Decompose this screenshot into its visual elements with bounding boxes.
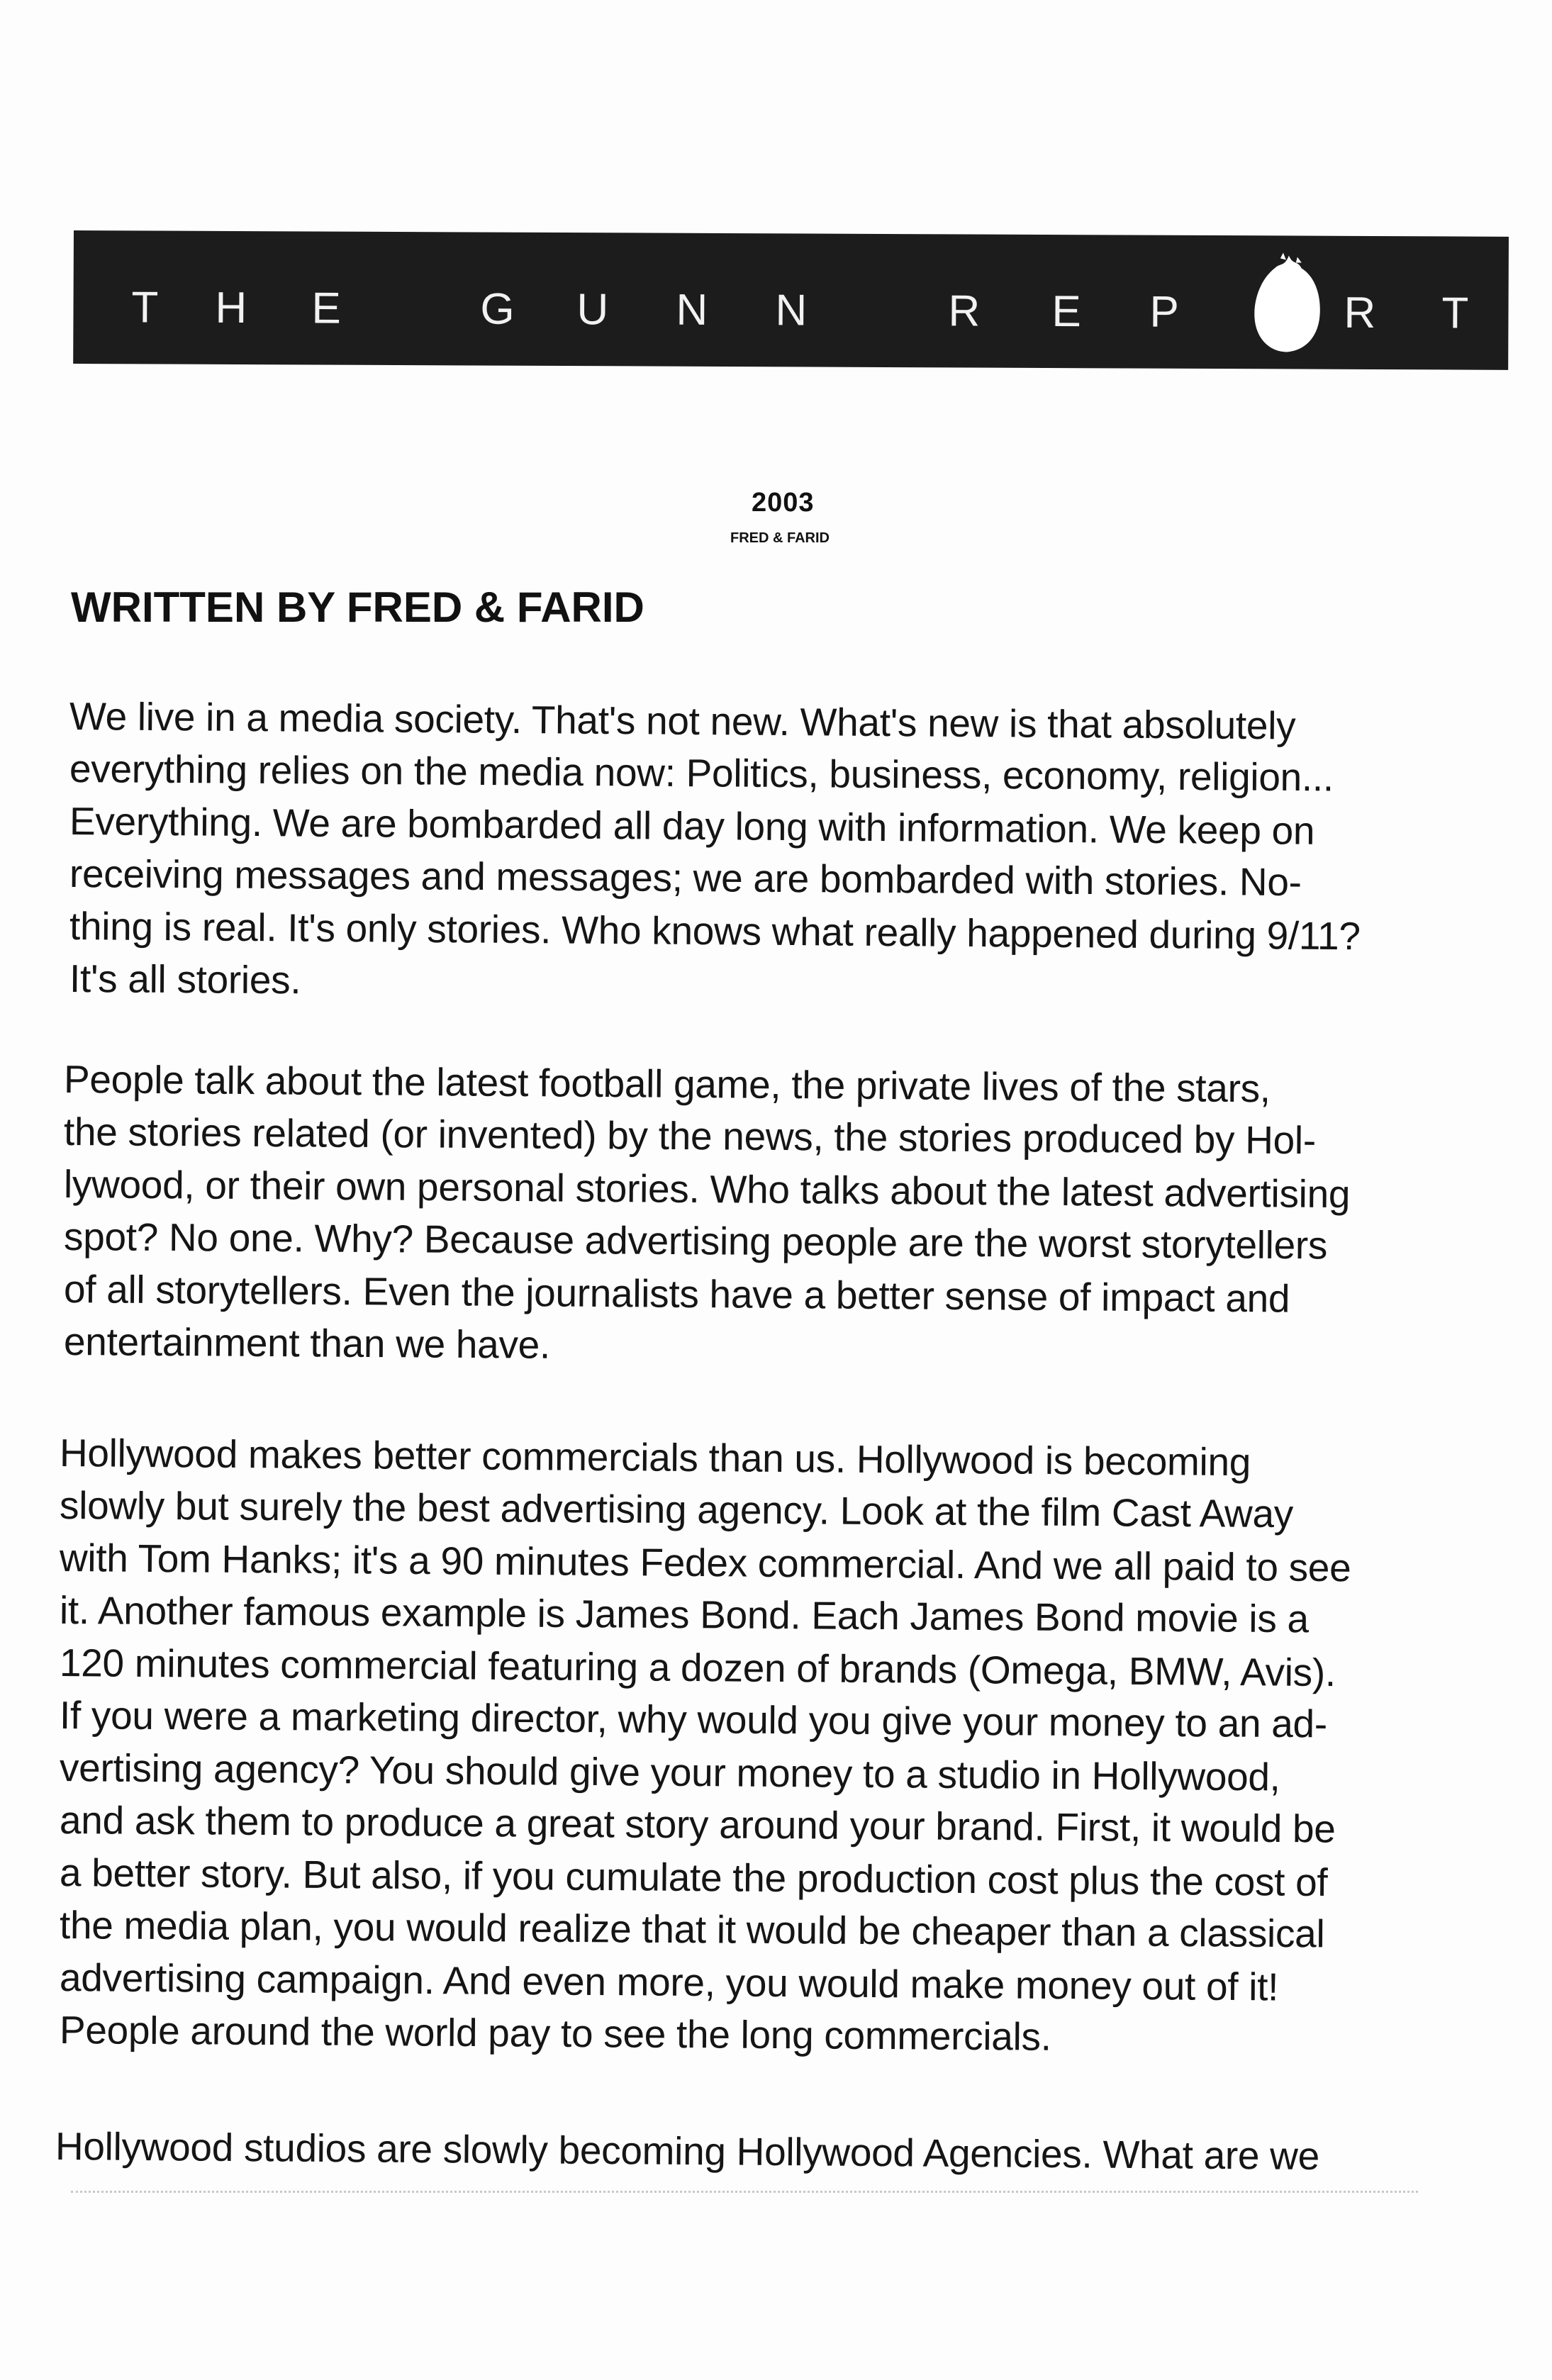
- text-line: Hollywood studios are slowly becoming Hollywood Agencies. What are we: [55, 2124, 1320, 2179]
- banner-letter: G: [480, 284, 515, 334]
- text-line: People around the world pay to see the long commercials.: [59, 2008, 1051, 2059]
- paragraph: [64, 1053, 1510, 1368]
- author-credit-small: FRED & FARID: [730, 530, 830, 546]
- text-line: entertainment than we have.: [63, 1319, 551, 1367]
- text-line: We live in a media society. That's not new. What's new is that absolutely: [69, 694, 1296, 748]
- text-line: of all storytellers. Even the journalists have a better sense of impact and: [63, 1267, 1290, 1321]
- text-line: It's all stories.: [69, 956, 301, 1002]
- banner-letter: N: [676, 285, 708, 335]
- article-heading: WRITTEN BY FRED & FARID: [71, 583, 644, 631]
- banner-letter: H: [215, 283, 247, 333]
- text-line: 120 minutes commercial featuring a dozen of brands (Omega, BMW, Avis).: [59, 1641, 1336, 1695]
- text-line: thing is real. It's only stories. Who knows what really happened during 9/11?: [69, 904, 1361, 959]
- text-line: advertising campaign. And even more, you would make money out of it!: [59, 1955, 1279, 2009]
- text-line: Hollywood makes better commercials than us. Hollywood is becoming: [59, 1431, 1251, 1485]
- cut-off-text-remnant: [71, 2191, 1418, 2196]
- paragraph: [59, 1426, 1506, 2059]
- text-line: slowly but surely the best advertising agency. Look at the film Cast Away: [59, 1483, 1294, 1536]
- text-line: everything relies on the media now: Politics, business, economy, religion...: [69, 747, 1334, 800]
- text-line: with Tom Hanks; it's a 90 minutes Fedex commercial. And we all paid to see: [59, 1536, 1351, 1590]
- text-line: receiving messages and messages; we are bombarded with stories. No-: [69, 851, 1302, 905]
- banner-letter: E: [1051, 287, 1082, 337]
- text-line: spot? No one. Why? Because advertising people are the worst storytellers: [63, 1214, 1328, 1268]
- text-line: the media plan, you would realize that it would be cheaper than a classical: [59, 1903, 1325, 1956]
- banner-letter: E: [311, 284, 342, 333]
- paragraph: [69, 690, 1516, 1005]
- banner-letter: T: [1441, 289, 1469, 338]
- text-line: it. Another famous example is James Bond. Each James Bond movie is a: [59, 1588, 1310, 1641]
- banner-letter: R: [948, 286, 981, 336]
- banner-letter: U: [576, 285, 609, 335]
- banner-letter: N: [775, 286, 808, 335]
- splash-logo-icon: [1251, 252, 1323, 353]
- text-line: the stories related (or invented) by the news, the stories produced by Hol-: [63, 1110, 1317, 1163]
- text-line: Everything. We are bombarded all day long with information. We keep on: [69, 799, 1315, 853]
- banner-letter: P: [1149, 287, 1180, 337]
- text-line: vertising agency? You should give your money to a studio in Hollywood,: [59, 1745, 1280, 1799]
- banner-letter: T: [131, 283, 159, 333]
- text-line: If you were a marketing director, why would you give your money to an ad-: [59, 1693, 1328, 1746]
- paragraph: [55, 2120, 1502, 2179]
- report-title-banner: [73, 230, 1509, 370]
- banner-letter: R: [1344, 288, 1376, 338]
- text-line: and ask them to produce a great story around your brand. First, it would be: [59, 1798, 1336, 1851]
- text-line: People talk about the latest football game, the private lives of the stars,: [63, 1057, 1271, 1111]
- text-line: lywood, or their own personal stories. Who talks about the latest advertising: [63, 1162, 1351, 1217]
- publication-year: 2003: [752, 488, 815, 518]
- text-line: a better story. But also, if you cumulate the production cost plus the cost of: [59, 1850, 1328, 1905]
